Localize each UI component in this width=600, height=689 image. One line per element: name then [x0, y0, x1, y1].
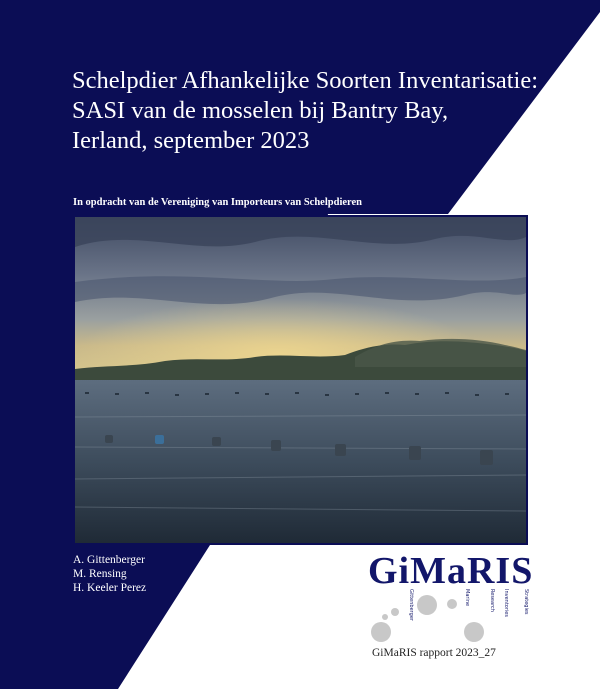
cover-photo-bantry-bay	[73, 215, 528, 545]
logo-word-inventories: Inventories	[503, 589, 509, 617]
author-name: M. Rensing	[73, 568, 127, 580]
author-list	[73, 553, 146, 595]
logo-word-research: Research	[489, 589, 495, 612]
title-line-2: SASI van de mosselen bij Bantry Bay,	[72, 97, 449, 124]
logo-word-gittenberger: Gittenberger	[408, 589, 414, 621]
commissioned-by-text: In opdracht van de Vereniging van Importeurs van Schelpdieren	[73, 197, 362, 208]
author-name: A. Gittenberger	[73, 554, 145, 566]
logo-word-marine: Marine	[464, 589, 470, 607]
logo-word-strategies: Strategies	[523, 589, 529, 615]
title-line-1: Schelpdier Afhankelijke Soorten Inventarisatie:	[72, 67, 539, 94]
report-number: GiMaRIS rapport 2023_27	[372, 647, 496, 659]
title-line-3: Ierland, september 2023	[72, 127, 310, 154]
gimaris-logo-wordmark: GiMaRIS	[368, 550, 534, 592]
report-title	[72, 66, 572, 156]
gimaris-logo-graphic	[365, 588, 540, 648]
mussel-farm-photo	[75, 217, 526, 543]
author-name: H. Keeler Perez	[73, 582, 147, 594]
